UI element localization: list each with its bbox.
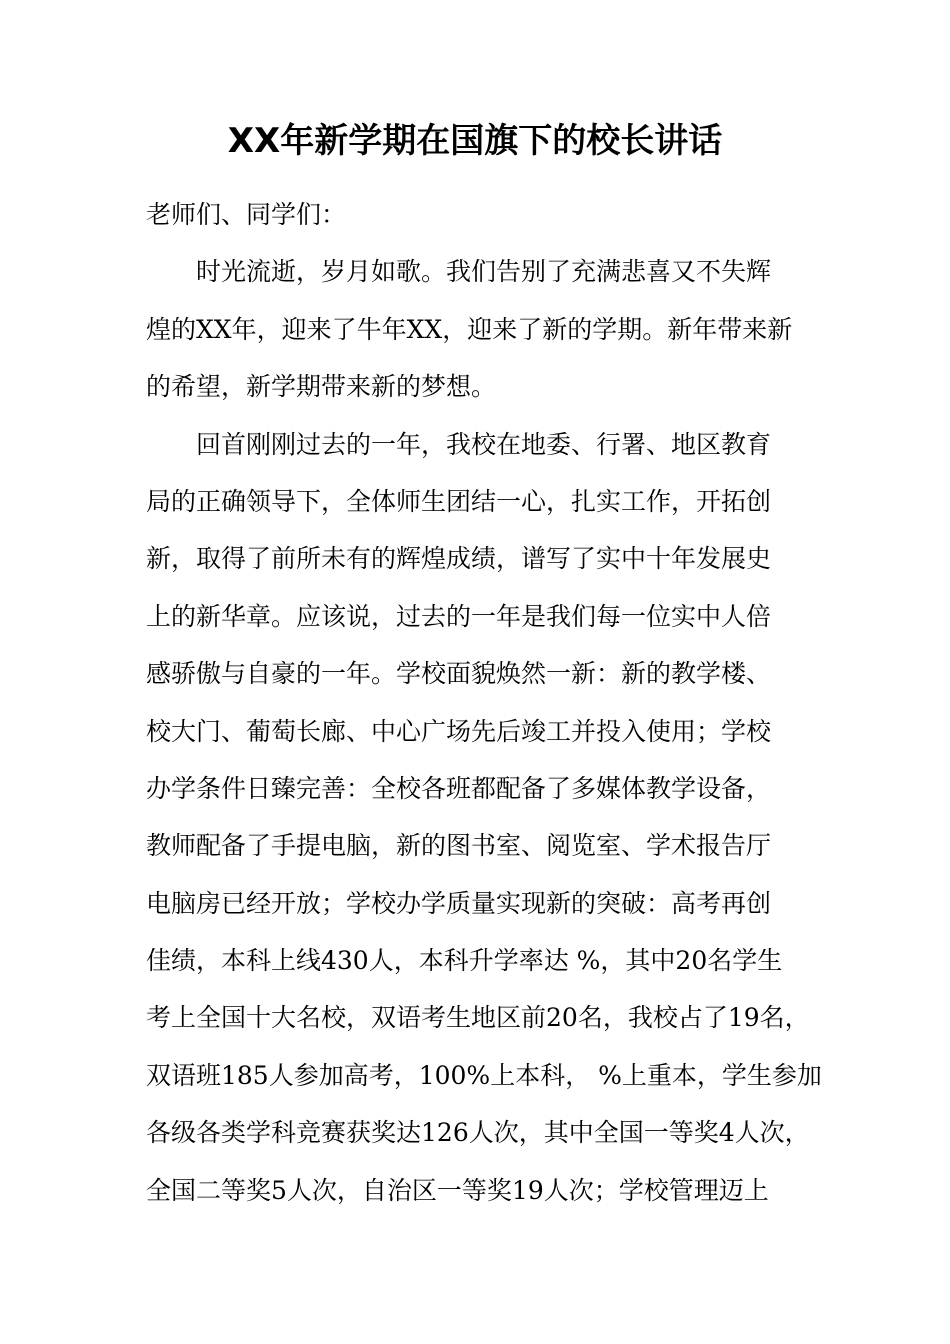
paragraph-line: 局的正确领导下，全体师生团结一心，扎实工作，开拓创 bbox=[146, 486, 772, 516]
paragraph-line: 全国二等奖5人次，自治区一等奖19人次；学校管理迈上 bbox=[146, 1175, 769, 1205]
paragraph-line: 电脑房已经开放；学校办学质量实现新的突破：高考再创 bbox=[146, 888, 772, 918]
paragraph-line: 佳绩，本科上线430人，本科升学率达 %，其中20名学生 bbox=[146, 946, 783, 976]
paragraph-line: 的希望，新学期带来新的梦想。 bbox=[146, 372, 497, 402]
paragraph-line: 双语班185人参加高考，100%上本科， %上重本，学生参加 bbox=[146, 1060, 822, 1090]
paragraph-line: 上的新华章。应该说，过去的一年是我们每一位实中人倍 bbox=[146, 601, 772, 631]
paragraph-line: 考上全国十大名校，双语考生地区前20名，我校占了19名， bbox=[146, 1003, 810, 1033]
paragraph-line: 回首刚刚过去的一年，我校在地委、行署、地区教育 bbox=[196, 429, 772, 459]
paragraph-line: 校大门、葡萄长廊、中心广场先后竣工并投入使用；学校 bbox=[146, 716, 772, 746]
paragraph-line: 新，取得了前所未有的辉煌成绩，谱写了实中十年发展史 bbox=[146, 544, 772, 574]
document-title: XX年新学期在国旗下的校长讲话 bbox=[227, 121, 723, 161]
paragraph-line: 感骄傲与自豪的一年。学校面貌焕然一新：新的教学楼、 bbox=[146, 659, 772, 689]
salutation: 老师们、同学们： bbox=[146, 200, 347, 229]
paragraph-line: 办学条件日臻完善：全校各班都配备了多媒体教学设备， bbox=[146, 773, 772, 803]
paragraph-line: 煌的XX年，迎来了牛年XX，迎来了新的学期。新年带来新 bbox=[146, 314, 793, 344]
paragraph-2 bbox=[146, 416, 826, 1219]
paragraph-line: 各级各类学科竞赛获奖达126人次，其中全国一等奖4人次， bbox=[146, 1118, 810, 1148]
paragraph-line: 时光流逝，岁月如歌。我们告别了充满悲喜又不失辉 bbox=[196, 257, 772, 287]
paragraph-1 bbox=[146, 243, 826, 415]
paragraph-line: 教师配备了手提电脑，新的图书室、阅览室、学术报告厅 bbox=[146, 831, 772, 861]
document-body bbox=[146, 186, 826, 1219]
